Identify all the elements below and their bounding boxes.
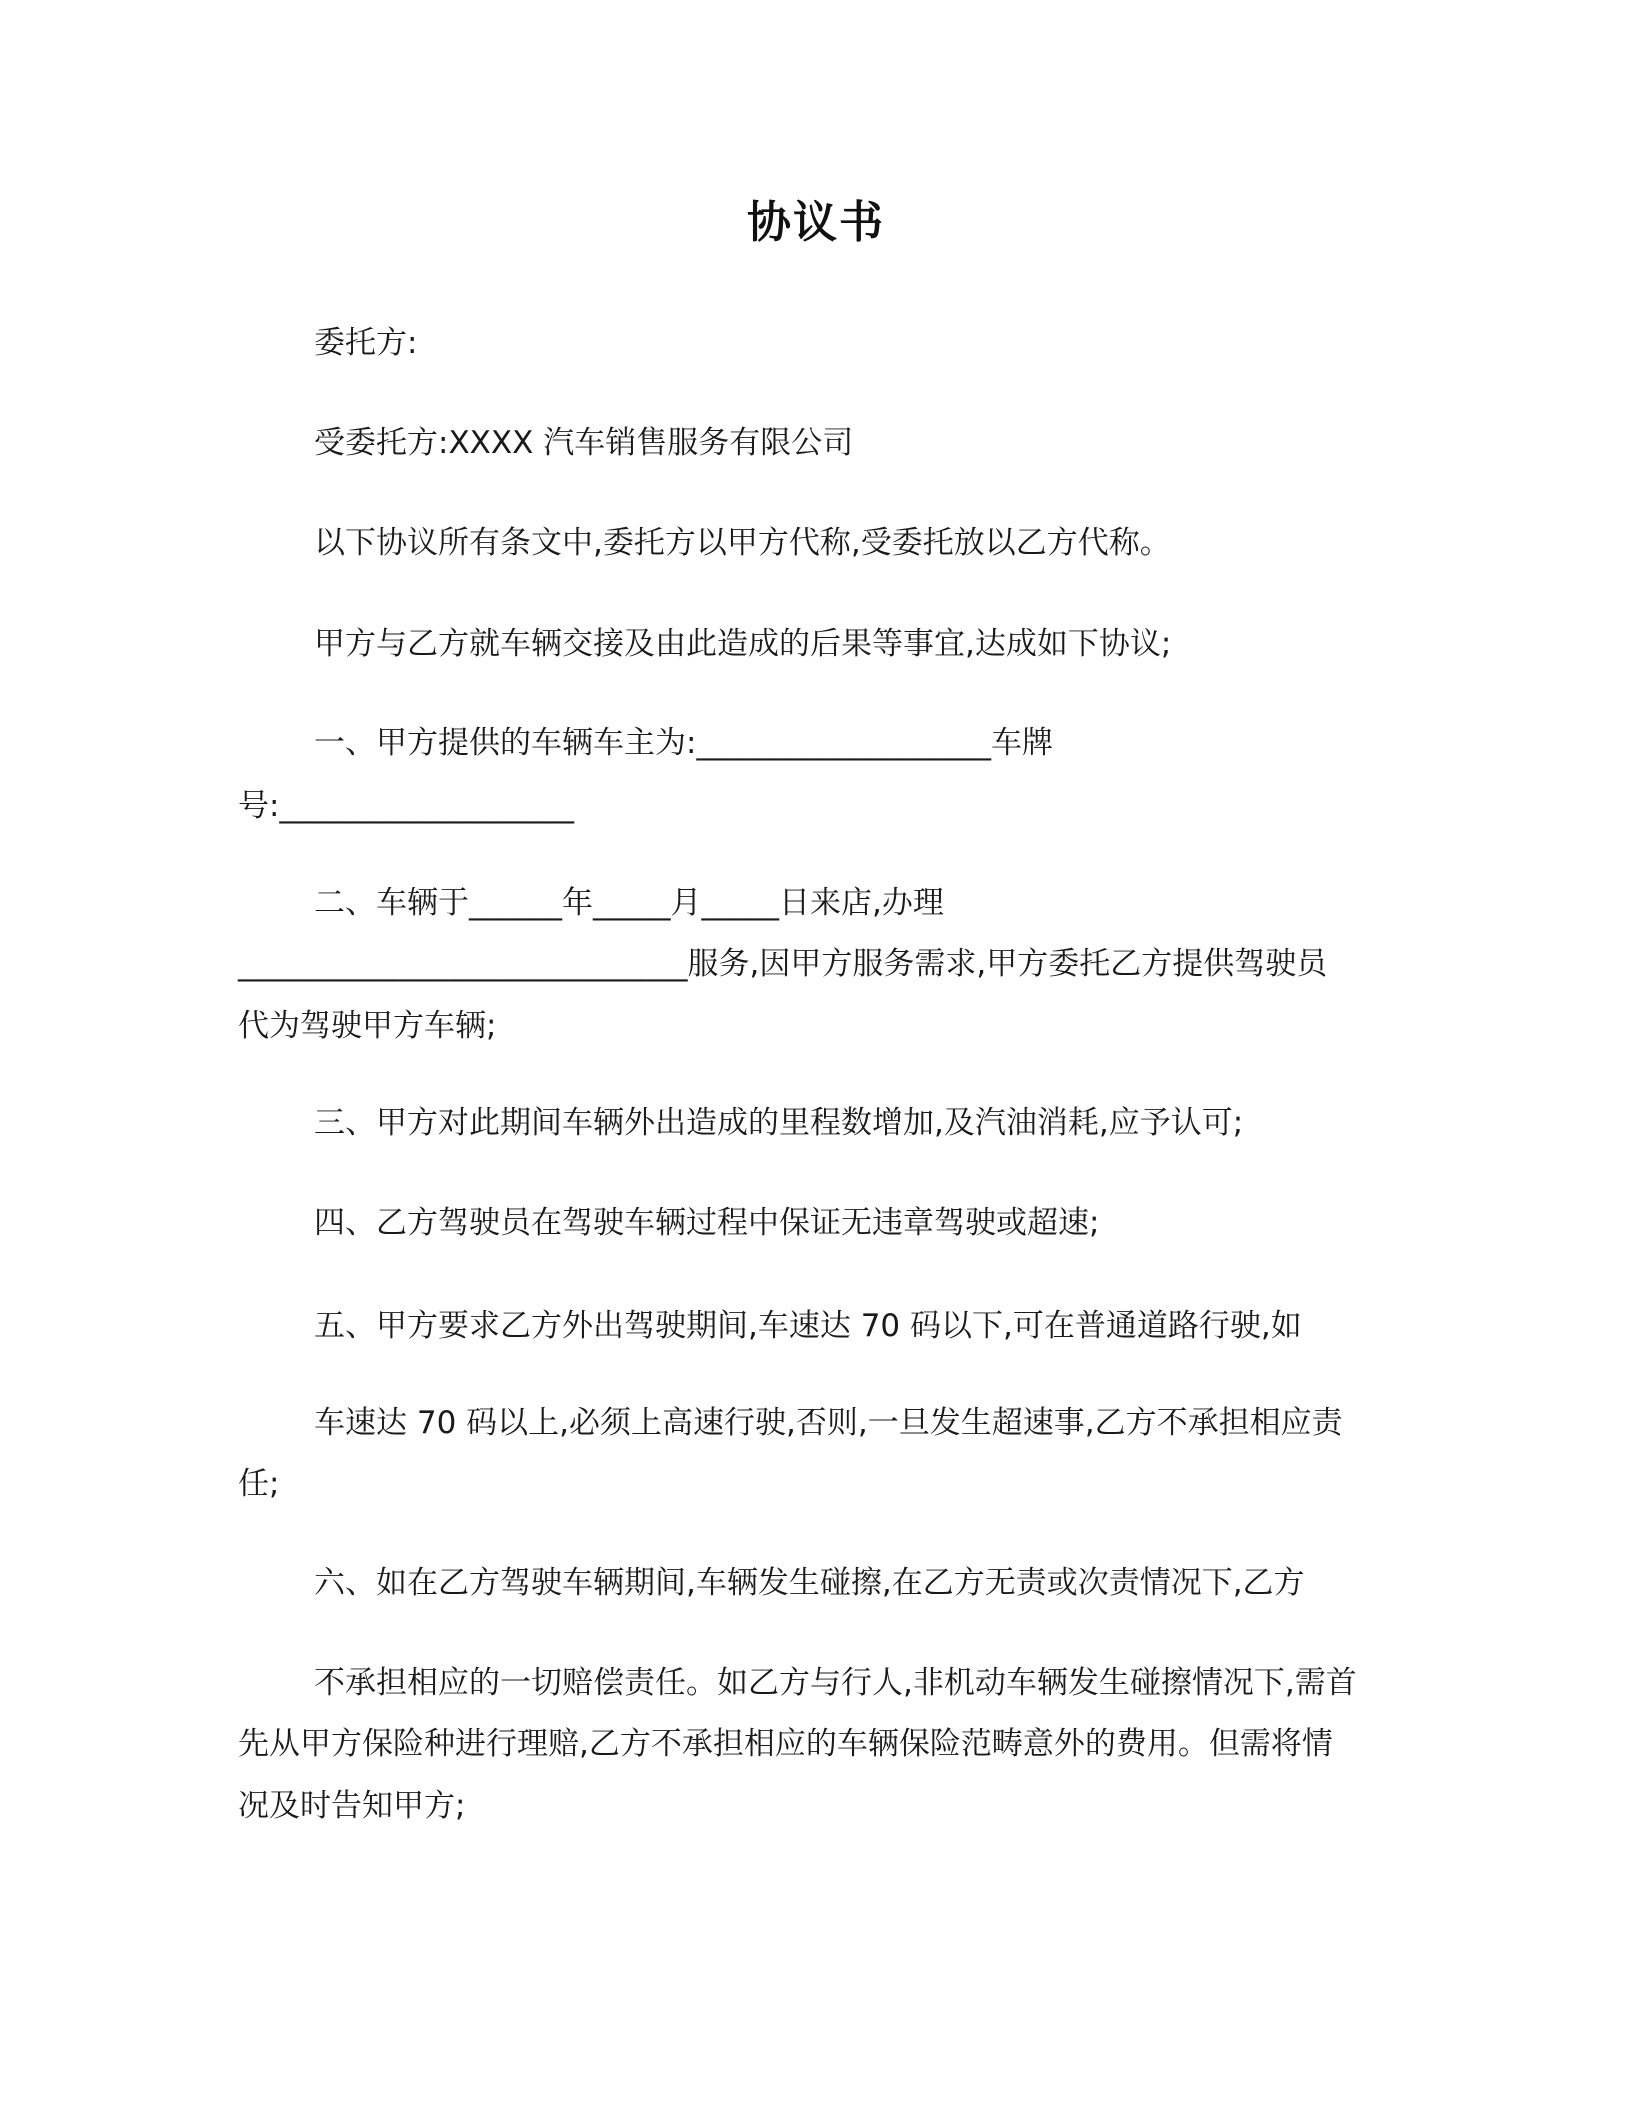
clause-6-line-4: 况及时告知甲方; <box>238 1788 466 1824</box>
agreement-intro-line: 甲方与乙方就车辆交接及由此造成的后果等事宜,达成如下协议; <box>314 626 1172 662</box>
clause-2-line-2: _____________________________服务,因甲方服务需求,甲方委托乙方提供驾驶员 <box>238 946 1328 982</box>
clause-2-line-3: 代为驾驶甲方车辆; <box>238 1008 497 1044</box>
clause-6-line-1: 六、如在乙方驾驶车辆期间,车辆发生碰擦,在乙方无责或次责情况下,乙方 <box>314 1565 1305 1601</box>
clause-4-line: 四、乙方驾驶员在驾驶车辆过程中保证无违章驾驶或超速; <box>314 1205 1100 1241</box>
principal-line: 委托方: <box>314 325 418 361</box>
clause-1-line-2: 号:___________________ <box>238 788 574 824</box>
definition-line: 以下协议所有条文中,委托方以甲方代称,受委托放以乙方代称。 <box>314 525 1171 561</box>
clause-2-line-1: 二、车辆于______年_____月_____日来店,办理 <box>314 885 944 921</box>
clause-5-line-3: 任; <box>238 1466 280 1502</box>
clause-3-line: 三、甲方对此期间车辆外出造成的里程数增加,及汽油消耗,应予认可; <box>314 1105 1244 1141</box>
clause-6-line-2: 不承担相应的一切赔偿责任。如乙方与行人,非机动车辆发生碰擦情况下,需首 <box>314 1665 1357 1701</box>
clause-6-line-3: 先从甲方保险种进行理赔,乙方不承担相应的车辆保险范畴意外的费用。但需将情 <box>238 1726 1333 1762</box>
document-title: 协议书 <box>747 197 885 248</box>
clause-5-line-1: 五、甲方要求乙方外出驾驶期间,车速达 70 码以下,可在普通道路行驶,如 <box>314 1308 1302 1344</box>
agent-line: 受委托方:XXXX 汽车销售服务有限公司 <box>314 425 854 461</box>
clause-1-line-1: 一、甲方提供的车辆车主为:___________________车牌 <box>314 725 1053 761</box>
clause-5-line-2: 车速达 70 码以上,必须上高速行驶,否则,一旦发生超速事,乙方不承担相应责 <box>314 1405 1343 1441</box>
